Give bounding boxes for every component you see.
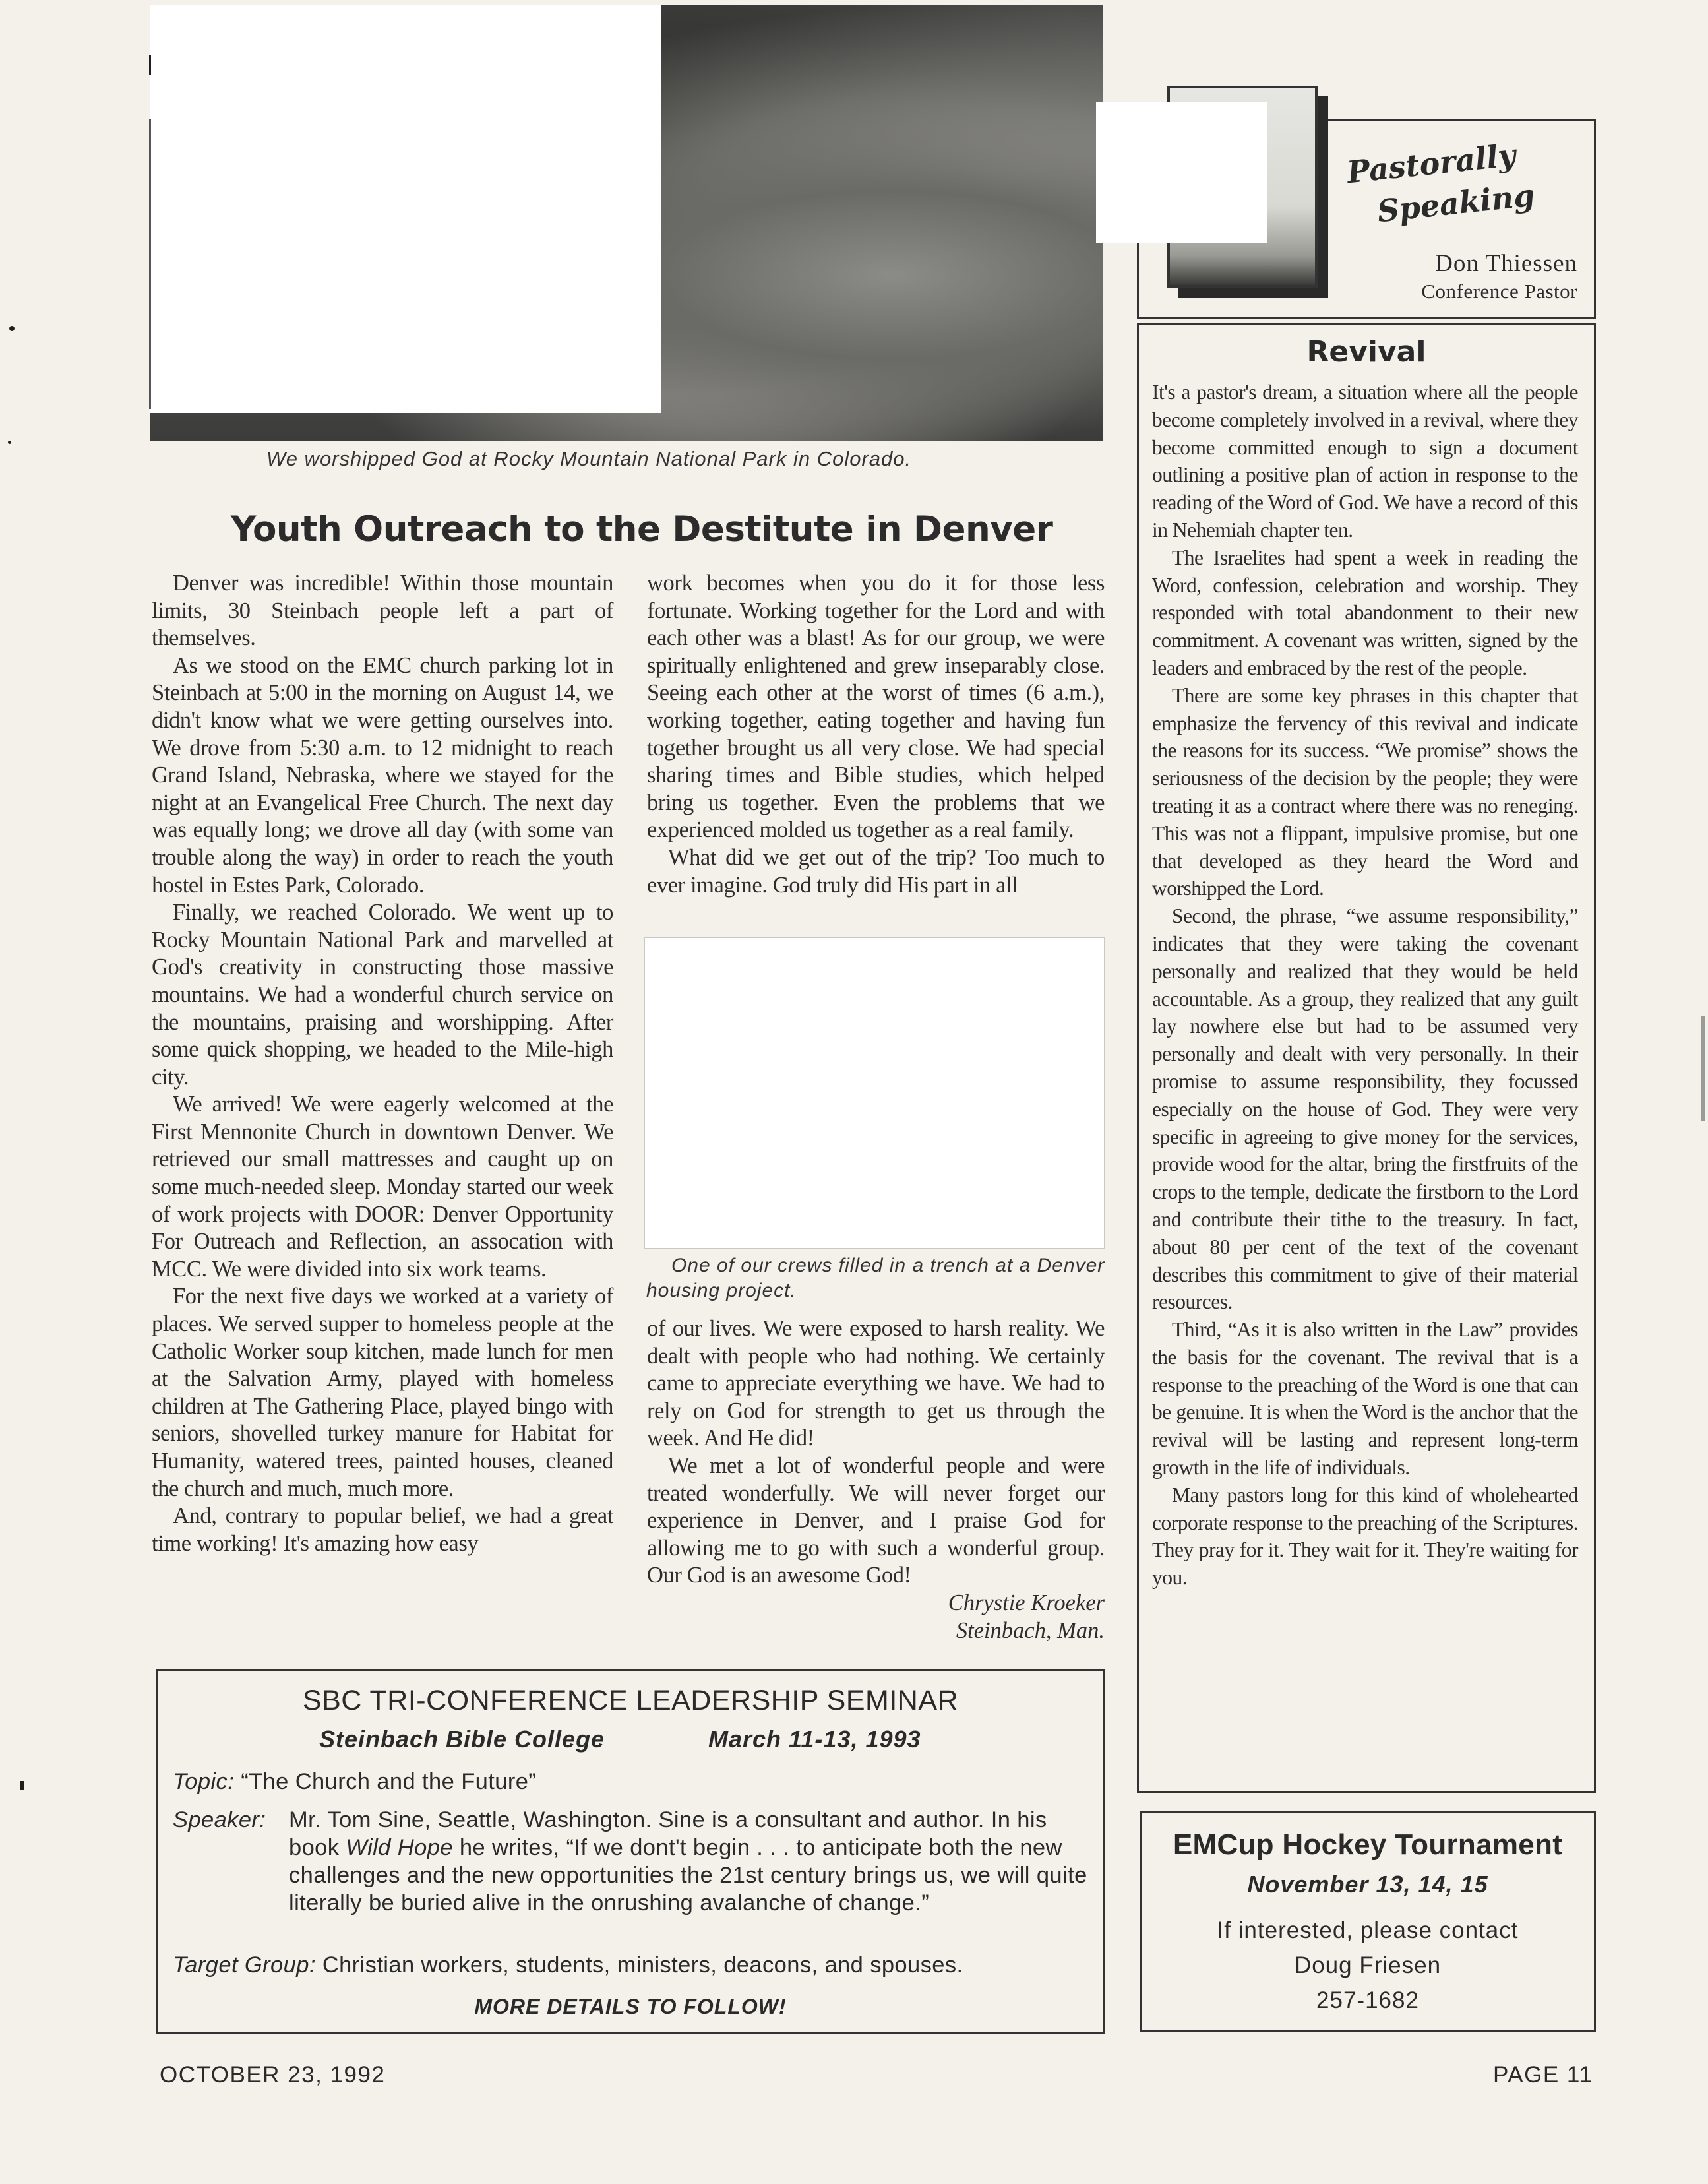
seminar-target-row (173, 1951, 1096, 1979)
article-paragraph: Finally, we reached Colorado. We went up to Rocky Mountain National Park and marvelled at God's creativity in constructing those massive mountains. We had a wonderful church service on the mountains, praising and worshipping. After some quick shopping, we headed to the Mile-high city. (152, 900, 613, 1090)
hockey-contact-line: If interested, please contact (1217, 1918, 1519, 1943)
footer-date: OCTOBER 23, 1992 (160, 2062, 386, 2088)
article-headline: Youth Outreach to the Destitute in Denver (231, 509, 1053, 549)
hockey-contact-phone: 257-1682 (1316, 1987, 1419, 2013)
article-paragraph: of our lives. We were exposed to harsh reality. We dealt with people who had nothing. We certainly came to appreciate everything we have. We had to rely on God for strength to get us through the week. And He did! (647, 1316, 1105, 1451)
article-paragraph: We met a lot of wonderful people and were treated wonderfully. We will never forget our experience in Denver, and I praise God for allowing me to go with such a wonderful group. Our God is an awesome God! (647, 1452, 1105, 1588)
scan-speck (1701, 1016, 1705, 1121)
scan-speck (9, 326, 15, 331)
revival-paragraph: Second, the phrase, “we assume responsibility,” indicates that they were taking the covenant personally and realized that they would be held accountable. As a group, they realized that any guilt lay nowhere else but had to be assumed very personally and dealt with very personally. In their promise to assume responsibility, they focussed especially on the house of God. They were very specific in agreeing to give money for the services, provide wood for the altar, bring the firstfruits of the crops to the temple, dedicate the firstborn to the Lord and contribute their tithe to the treasury. In fact, about 80 per cent of the text of the covenant describes this commitment to give of their material resources. (1152, 904, 1578, 1314)
revival-paragraph: It's a pastor's dream, a situation where all the people become completely involved in a revival, where they become committed enough to sign a document outlining a positive plan of action in response to the reading of the Word of God. We have a record of this in Nehemiah chapter ten. (1152, 381, 1578, 542)
article-column-2-bottom (647, 1315, 1105, 1644)
revival-paragraph: Third, “As it is also written in the Law” provides the basis for the covenant. The revival that is a response to the preaching of the Word is one that can be genuine. It is when the Word is the anchor that the revival will be lasting and represent long-term growth in the life of individuals. (1152, 1318, 1578, 1480)
seminar-topic: “The Church and the Future” (241, 1769, 537, 1794)
seminar-speaker-label: Speaker: (173, 1807, 266, 1832)
photo-edge-mark (149, 55, 151, 75)
seminar-dates: March 11-13, 1993 (708, 1726, 921, 1753)
pastor-photo-redaction (1096, 102, 1267, 243)
hockey-dates: November 13, 14, 15 (1247, 1871, 1488, 1898)
pastor-role: Conference Pastor (1421, 280, 1577, 303)
seminar-venue: Steinbach Bible College (319, 1726, 605, 1753)
scan-speck (20, 1781, 24, 1790)
article-paragraph: Denver was incredible! Within those mountain limits, 30 Steinbach people left a part of themselves. (152, 571, 613, 651)
seminar-target-label: Target Group: (173, 1952, 316, 1978)
article-column-2-top (647, 570, 1105, 899)
trench-photo (644, 937, 1105, 1249)
article-column-1 (152, 570, 613, 1557)
photo-edge-mark (149, 119, 151, 409)
seminar-speaker-text-1: Mr. Tom Sine, Seattle, Washington. Sine is a consultant and author. In his book (289, 1807, 1047, 1860)
hockey-contact-name: Doug Friesen (1294, 1952, 1442, 1978)
revival-paragraph: There are some key phrases in this chapter that emphasize the fervency of this revival and indicate the reasons for its success. “We promise” shows the seriousness of the decision by the people; they were treating it as a contract where there was no reneging. This was not a flippant, impulsive promise, but one that developed as they heard the Word and worshipped the Lord. (1152, 683, 1578, 900)
revival-paragraph: The Israelites had spent a week in reading the Word, confession, celebration and worship. They responded with total abandonment to their new commitment. A covenant was written, signed by the leaders and embraced by the rest of the people. (1152, 546, 1578, 679)
photo-redaction (150, 5, 661, 413)
seminar-target: Christian workers, students, ministers, deacons, and spouses. (322, 1952, 963, 1978)
scan-speck (8, 441, 11, 444)
seminar-speaker-text-2: he writes, “If we dont't begin . . . to anticipate both the new challenges and the new opportunities the 21st century brings us, we will quite literally be buried alive in the onrushing avalanche of change.” (289, 1835, 1087, 1916)
hockey-title: EMCup Hockey Tournament (1173, 1828, 1563, 1861)
seminar-more-details: MORE DETAILS TO FOLLOW! (474, 1995, 787, 2018)
photo-caption: We worshipped God at Rocky Mountain National Park in Colorado. (266, 447, 912, 470)
column-title-pastorally: Pastorally (1345, 137, 1517, 191)
article-paragraph: We arrived! We were eagerly welcomed at the First Mennonite Church in downtown Denver. We retrieved our small mattresses and caught up on some much-needed sleep. Monday started our week of work projects with DOOR: Denver Opportunity For Outreach and Reflection, an assocation with MCC. We were divided into six work teams. (152, 1092, 613, 1282)
seminar-topic-row (173, 1768, 1089, 1795)
article-paragraph: And, contrary to popular belief, we had a great time working! It's amazing how easy (152, 1503, 613, 1556)
revival-title: Revival (1306, 335, 1426, 369)
footer-page: PAGE 11 (1493, 2062, 1593, 2088)
seminar-topic-label: Topic: (173, 1769, 235, 1794)
pastor-name: Don Thiessen (1435, 250, 1577, 277)
trench-photo-caption: One of our crews filled in a trench at a Denver housing project. (646, 1255, 1105, 1301)
revival-text (1152, 379, 1578, 1592)
article-paragraph: As we stood on the EMC church parking lot in Steinbach at 5:00 in the morning on August 14, we didn't know what we were getting ourselves into. We drove from 5:30 a.m. to 12 midnight to reach Grand Island, Nebraska, where we stayed for the night at an Evangelical Free Church. The next day was equally long; we drove all day (with some van trouble along the way) in order to reach the youth hostel in Estes Park, Colorado. (152, 652, 613, 898)
article-author: Chrystie Kroeker (948, 1590, 1105, 1615)
article-paragraph: work becomes when you do it for those less fortunate. Working together for the Lord and with each other was a blast! As for our group, we were spiritually enlightened and grew inseparably close. Seeing each other at the worst of times (6 a.m.), working together, eating together and having fun together brought us all very close. We had special sharing times and Bible studies, which helped bring us together. Even the problems that we experienced molded us together as a real family. (647, 571, 1105, 843)
column-title-speaking: Speaking (1375, 177, 1537, 230)
article-author-location: Steinbach, Man. (956, 1617, 1105, 1643)
revival-paragraph: Many pastors long for this kind of wholehearted corporate response to the preaching of the Scriptures. They pray for it. They wait for it. They're waiting for you. (1152, 1483, 1578, 1590)
seminar-title: SBC TRI-CONFERENCE LEADERSHIP SEMINAR (302, 1685, 959, 1716)
seminar-speaker-book: Wild Hope (346, 1835, 453, 1860)
seminar-speaker-text (289, 1806, 1092, 1917)
article-paragraph: What did we get out of the trip? Too much to ever imagine. God truly did His part in all (647, 844, 1105, 898)
article-paragraph: For the next five days we worked at a variety of places. We served supper to homeless people at the Catholic Worker soup kitchen, made lunch for men at the Salvation Army, played with homeless children at The Gathering Place, played bingo with seniors, shovelled turkey manure for Habitat for Humanity, watered trees, painted houses, cleaned the church and much, much more. (152, 1284, 613, 1501)
